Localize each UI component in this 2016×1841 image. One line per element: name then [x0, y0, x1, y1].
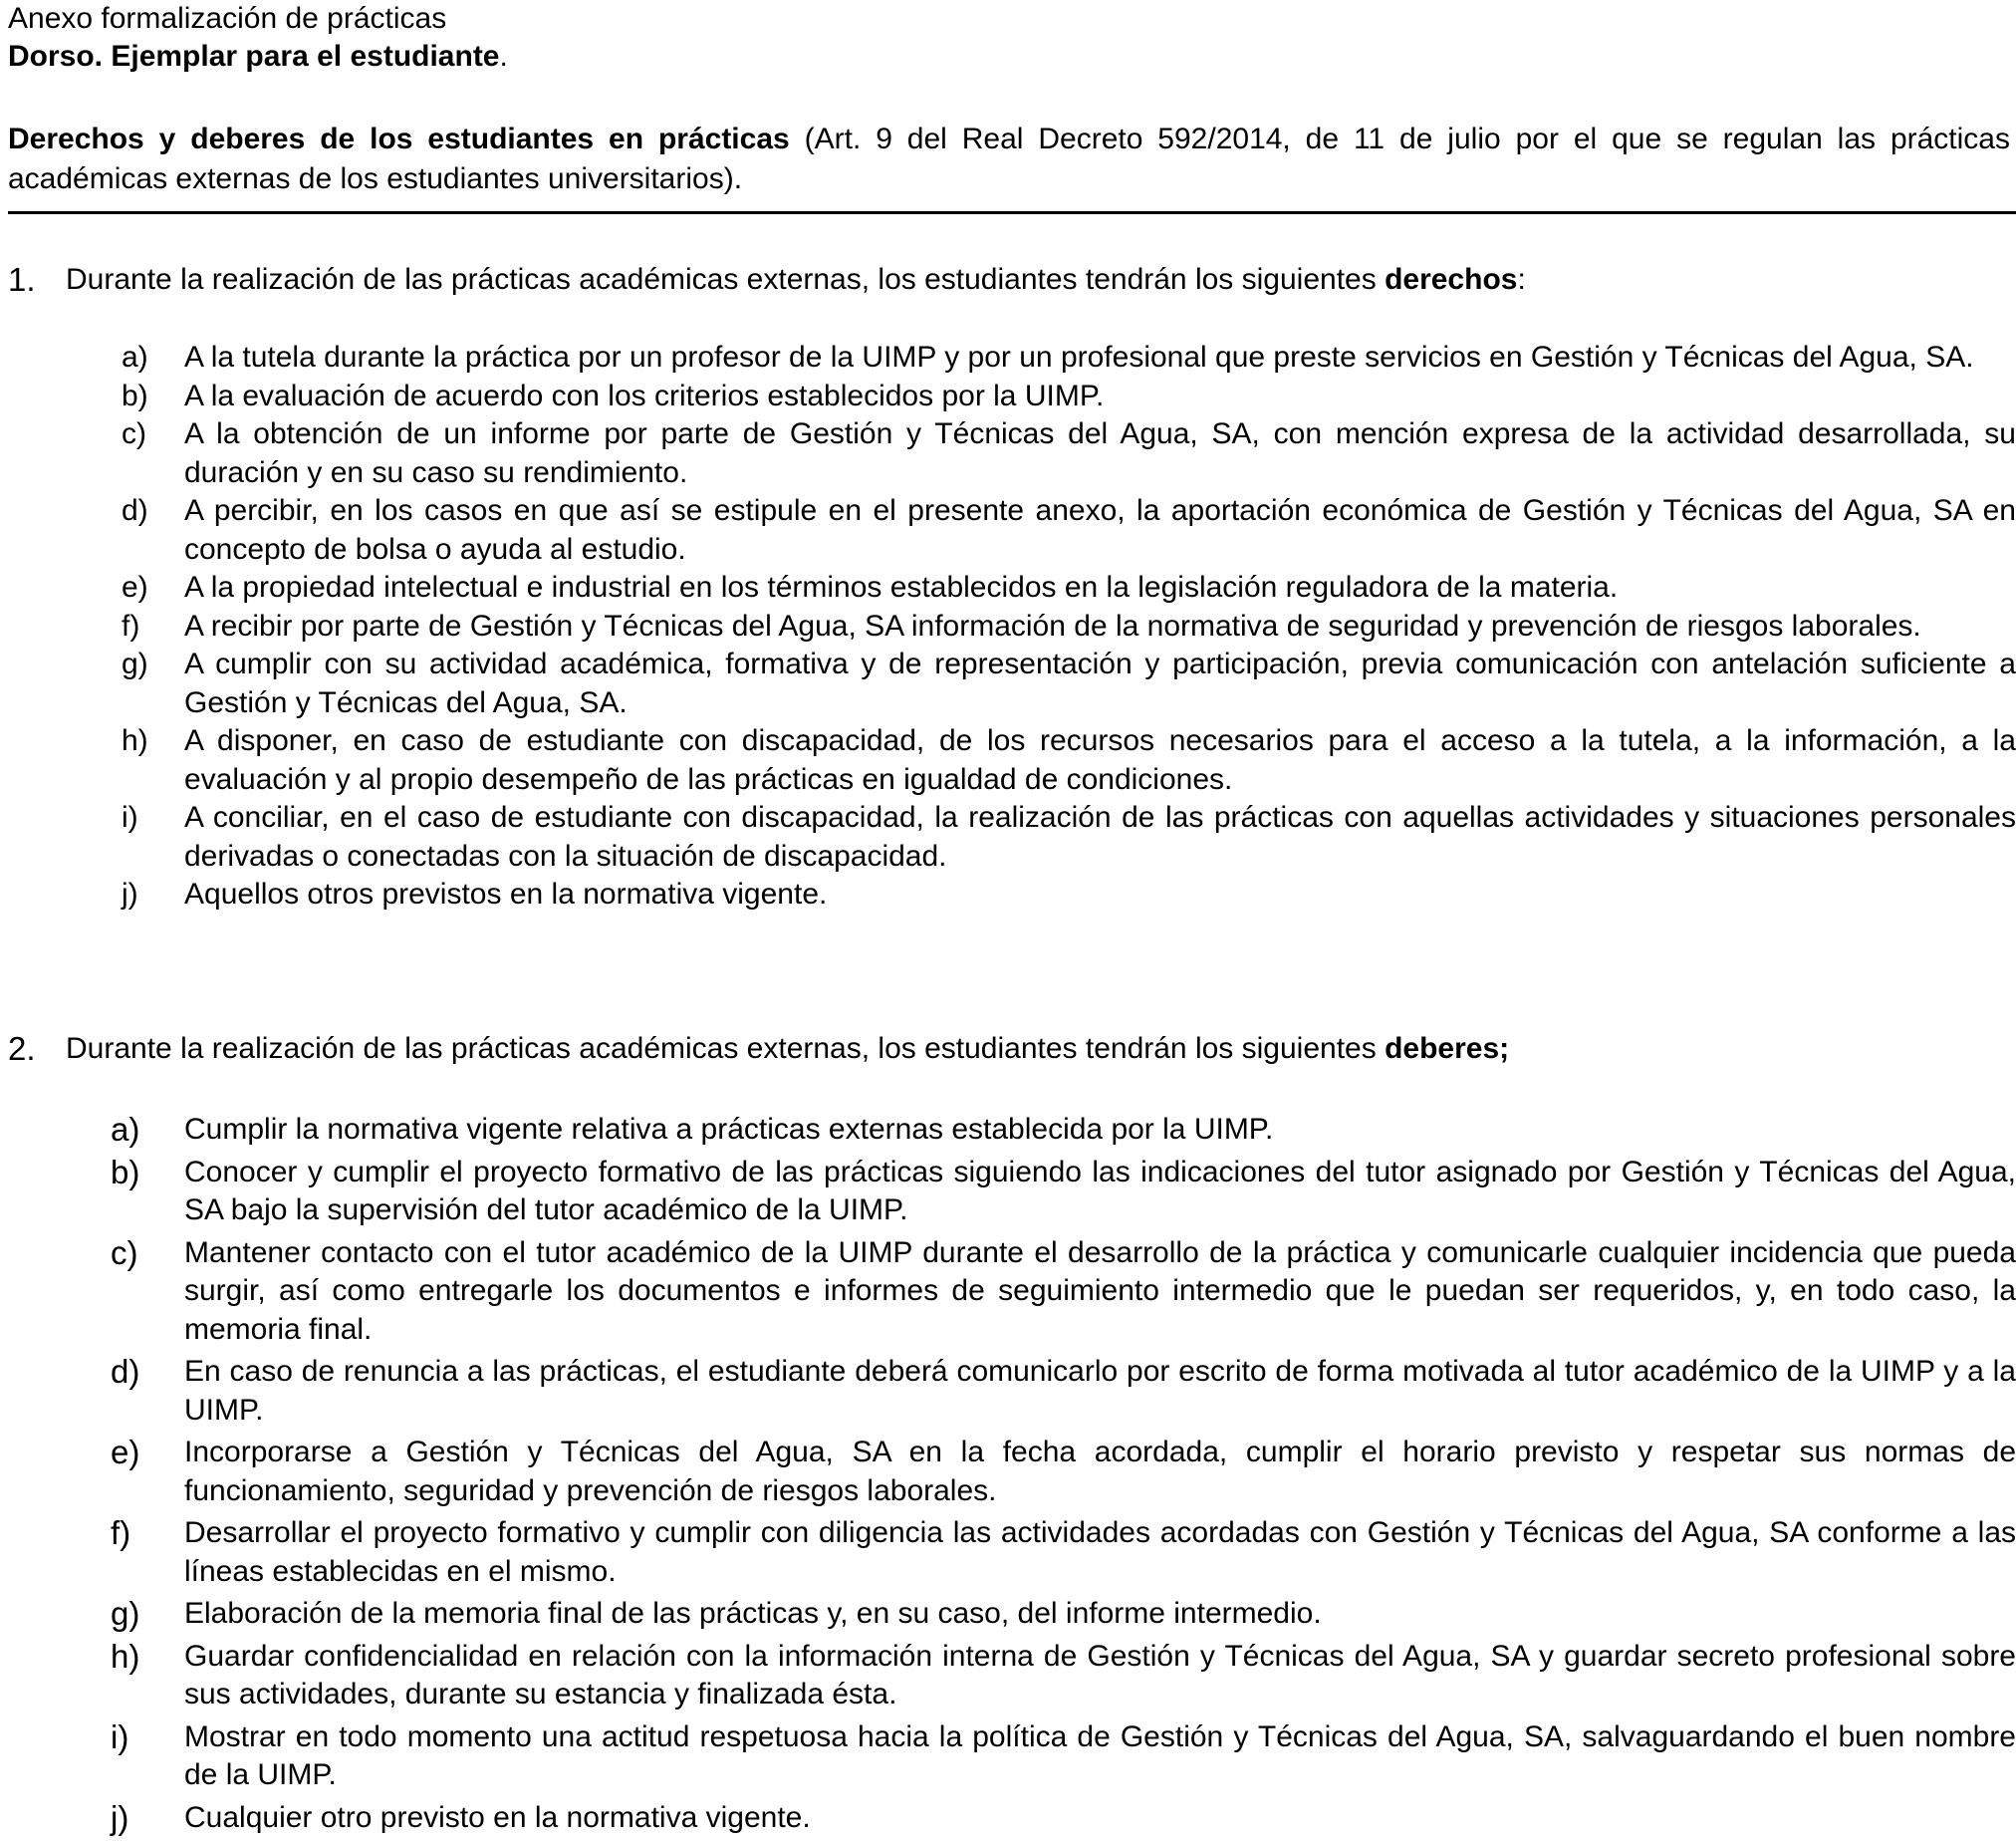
list-item-letter: h)	[111, 1637, 140, 1675]
intro-bold: Derechos y deberes de los estudiantes en prácticas	[8, 123, 790, 155]
section-text-plain: Durante la realización de las prácticas académicas externas, los estudiantes tendrán los siguientes	[66, 1032, 1386, 1065]
subtitle-bold: Dorso. Ejemplar para el estudiante	[8, 40, 500, 73]
list-item	[8, 1353, 2016, 1430]
section-text-bold: derechos	[1385, 263, 1518, 296]
list-item-text: A percibir, en los casos en que así se estipule en el presente anexo, la aportación económica de Gestión y Técnicas del Agua, SA en concepto de bolsa o ayuda al estudio.	[184, 494, 2016, 566]
section-number: 1.	[8, 261, 36, 298]
section-text-plain: Durante la realización de las prácticas académicas externas, los estudiantes tendrán los siguientes	[66, 263, 1386, 296]
list-item	[8, 1514, 2016, 1591]
section-text-tail: :	[1517, 263, 1526, 296]
list-item	[8, 339, 2016, 378]
list-item	[8, 799, 2016, 876]
list-item-text: Desarrollar el proyecto formativo y cumplir con diligencia las actividades acordadas con Gestión y Técnicas del Agua, SA conforme a las líneas establecidas en el mismo.	[184, 1516, 2016, 1588]
list-item	[8, 876, 2016, 915]
list-item	[8, 1638, 2016, 1714]
list-item-text: A conciliar, en el caso de estudiante con discapacidad, la realización de las prácticas con aquellas actividades y situaciones personales derivadas o conectadas con la situación de discapacidad.	[184, 801, 2016, 873]
list-item	[8, 608, 2016, 647]
list-item-letter: f)	[111, 1514, 131, 1551]
list-item	[8, 415, 2016, 492]
list-item-letter: c)	[111, 1233, 138, 1271]
intro-paragraph	[8, 120, 2010, 199]
list-item-text: A la obtención de un informe por parte de Gestión y Técnicas del Agua, SA, con mención expresa de la actividad desarrollada, su duración y en su caso su rendimiento.	[184, 417, 2016, 489]
list-item-text: Aquellos otros previstos en la normativa vigente.	[184, 878, 828, 911]
list-item-text: Elaboración de la memoria final de las prácticas y, en su caso, del informe intermedio.	[184, 1597, 1322, 1630]
list-item	[8, 378, 2016, 416]
list-item-text: A disponer, en caso de estudiante con discapacidad, de los recursos necesarios para el acceso a la tutela, a la información, a la evaluación y al propio desempeño de las prácticas en igualdad de condiciones.	[184, 724, 2016, 796]
section-text	[66, 261, 1526, 299]
list-item-letter: d)	[122, 494, 148, 527]
rights-list	[8, 339, 2016, 915]
list-item	[8, 1718, 2016, 1795]
list-item-letter: i)	[111, 1717, 129, 1755]
list-item	[8, 1111, 2016, 1150]
list-item	[8, 1154, 2016, 1230]
list-item-text: A la propiedad intelectual e industrial en los términos establecidos en la legislación reguladora de la materia.	[184, 571, 1619, 604]
list-item-text: A la tutela durante la práctica por un profesor de la UIMP y por un profesional que preste servicios en Gestión y Técnicas del Agua, SA.	[184, 341, 1974, 374]
list-item	[8, 569, 2016, 608]
list-item-text: A cumplir con su actividad académica, formativa y de representación y participación, previa comunicación con antelación suficiente a Gestión y Técnicas del Agua, SA.	[184, 648, 2016, 719]
list-item-letter: g)	[122, 648, 148, 680]
list-item	[8, 1434, 2016, 1510]
section-number: 2.	[8, 1030, 36, 1067]
list-item-letter: f)	[122, 609, 140, 643]
list-item-text: Cualquier otro previsto en la normativa vigente.	[184, 1800, 811, 1834]
list-item-letter: j)	[122, 878, 138, 911]
list-item-text: Mantener contacto con el tutor académico de la UIMP durante el desarrollo de la práctica y comunicarle cualquier incidencia que pueda surgir, así como entregarle los documentos e informes de seguimiento intermedio que le puedan ser requeridos, y, en todo caso, la memoria final.	[184, 1235, 2016, 1346]
list-item-letter: c)	[122, 417, 146, 450]
list-item	[8, 1234, 2016, 1350]
list-item	[8, 1799, 2016, 1838]
subtitle-tail: .	[499, 40, 508, 73]
horizontal-divider	[8, 211, 2016, 214]
list-item-letter: h)	[122, 724, 148, 757]
list-item-text: A la evaluación de acuerdo con los criterios establecidos por la UIMP.	[184, 379, 1105, 412]
list-item-letter: e)	[111, 1434, 140, 1470]
list-item-text: Incorporarse a Gestión y Técnicas del Agua, SA en la fecha acordada, cumplir el horario previsto y respetar sus normas de funcionamiento, seguridad y prevención de riesgos laborales.	[184, 1436, 2016, 1507]
document-header-title: Anexo formalización de prácticas	[8, 2, 447, 35]
list-item-letter: a)	[122, 341, 148, 374]
list-item-letter: b)	[122, 379, 148, 412]
list-item-text: Guardar confidencialidad en relación con la información interna de Gestión y Técnicas del Agua, SA y guardar secreto profesional sobre sus actividades, durante su estancia y finalizada ésta.	[184, 1639, 2016, 1710]
list-item-text: Mostrar en todo momento una actitud respetuosa hacia la política de Gestión y Técnicas del Agua, SA, salvaguardando el buen nombre de la UIMP.	[184, 1719, 2016, 1791]
list-item-letter: j)	[111, 1798, 129, 1836]
list-item-letter: b)	[111, 1153, 140, 1190]
section-text	[66, 1030, 1509, 1068]
document-header-subtitle	[8, 38, 2008, 76]
list-item	[8, 646, 2016, 722]
section-text-bold: deberes;	[1385, 1032, 1510, 1065]
list-item-letter: i)	[122, 801, 138, 834]
document-page	[8, 0, 2016, 1836]
list-item-letter: e)	[122, 571, 148, 604]
list-item-text: A recibir por parte de Gestión y Técnicas del Agua, SA información de la normativa de seguridad y prevención de riesgos laborales.	[184, 609, 1921, 643]
intro-rest: (Art. 9 del Real Decreto 592/2014, de 11 de julio por el que se regulan las prácticas académicas externas de los estudiantes universitarios).	[8, 123, 2010, 195]
duties-list	[8, 1111, 2016, 1841]
list-item-text: Cumplir la normativa vigente relativa a prácticas externas establecida por la UIMP.	[184, 1113, 1274, 1146]
list-item-letter: g)	[111, 1595, 140, 1632]
list-item-text: Conocer y cumplir el proyecto formativo de las prácticas siguiendo las indicaciones del tutor asignado por Gestión y Técnicas del Agua, SA bajo la supervisión del tutor académico de la UIMP.	[184, 1155, 2016, 1226]
list-item	[8, 492, 2016, 569]
list-item	[8, 722, 2016, 799]
list-item-text: En caso de renuncia a las prácticas, el estudiante deberá comunicarlo por escrito de forma motivada al tutor académico de la UIMP y a la UIMP.	[184, 1355, 2016, 1427]
list-item	[8, 1595, 2016, 1634]
list-item-letter: d)	[111, 1353, 140, 1390]
list-item-letter: a)	[111, 1111, 140, 1148]
